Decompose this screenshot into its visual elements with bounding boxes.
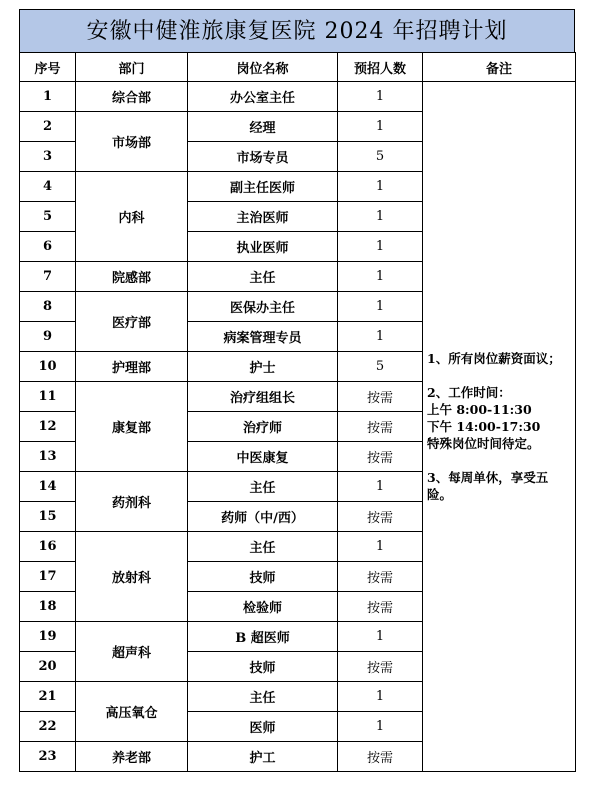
count-cell: 1 <box>338 622 423 652</box>
count-cell: 按需 <box>338 412 423 442</box>
count-cell: 按需 <box>338 742 423 772</box>
position-cell: 副主任医师 <box>188 172 338 202</box>
header-count: 预招人数 <box>338 53 423 82</box>
seq-cell: 23 <box>20 742 76 772</box>
note-hours-special: 特殊岗位时间待定。 <box>427 436 540 451</box>
position-cell: 药师（中/西） <box>188 502 338 532</box>
position-cell: 主任 <box>188 682 338 712</box>
dept-cell: 综合部 <box>76 82 188 112</box>
recruitment-table <box>19 52 576 772</box>
dept-cell: 院感部 <box>76 262 188 292</box>
count-cell: 5 <box>338 352 423 382</box>
position-cell: 主任 <box>188 262 338 292</box>
position-cell: 护士 <box>188 352 338 382</box>
count-cell: 1 <box>338 172 423 202</box>
count-cell: 1 <box>338 202 423 232</box>
count-cell: 按需 <box>338 382 423 412</box>
dept-cell: 养老部 <box>76 742 188 772</box>
count-cell: 1 <box>338 292 423 322</box>
count-cell: 1 <box>338 112 423 142</box>
dept-cell: 高压氧仓 <box>76 682 188 742</box>
seq-cell: 3 <box>20 142 76 172</box>
count-cell: 1 <box>338 472 423 502</box>
dept-cell: 超声科 <box>76 622 188 682</box>
position-cell: 技师 <box>188 652 338 682</box>
count-cell: 1 <box>338 82 423 112</box>
table-row <box>20 82 576 112</box>
seq-cell: 17 <box>20 562 76 592</box>
position-cell: 病案管理专员 <box>188 322 338 352</box>
seq-cell: 4 <box>20 172 76 202</box>
seq-cell: 7 <box>20 262 76 292</box>
seq-cell: 20 <box>20 652 76 682</box>
note-hours-afternoon: 下午 14:00-17:30 <box>427 419 541 434</box>
count-cell: 按需 <box>338 652 423 682</box>
recruitment-sheet <box>19 9 575 772</box>
position-cell: 执业医师 <box>188 232 338 262</box>
position-cell: 市场专员 <box>188 142 338 172</box>
seq-cell: 18 <box>20 592 76 622</box>
position-cell: 技师 <box>188 562 338 592</box>
dept-cell: 医疗部 <box>76 292 188 352</box>
note-cell <box>423 82 576 772</box>
dept-cell: 药剂科 <box>76 472 188 532</box>
dept-cell: 内科 <box>76 172 188 262</box>
seq-cell: 19 <box>20 622 76 652</box>
seq-cell: 6 <box>20 232 76 262</box>
dept-cell: 康复部 <box>76 382 188 472</box>
position-cell: 主治医师 <box>188 202 338 232</box>
count-cell: 1 <box>338 682 423 712</box>
seq-cell: 11 <box>20 382 76 412</box>
page-title: 安徽中健淮旅康复医院 2024 年招聘计划 <box>19 9 575 52</box>
note-hours-morning: 上午 8:00-11:30 <box>427 402 532 417</box>
count-cell: 1 <box>338 262 423 292</box>
seq-cell: 21 <box>20 682 76 712</box>
seq-cell: 5 <box>20 202 76 232</box>
seq-cell: 15 <box>20 502 76 532</box>
dept-cell: 市场部 <box>76 112 188 172</box>
position-cell: 办公室主任 <box>188 82 338 112</box>
dept-cell: 放射科 <box>76 532 188 622</box>
position-cell: 医师 <box>188 712 338 742</box>
note-salary: 1、所有岗位薪资面议； <box>427 351 561 366</box>
seq-cell: 12 <box>20 412 76 442</box>
table-header-row <box>20 53 576 82</box>
seq-cell: 1 <box>20 82 76 112</box>
position-cell: 经理 <box>188 112 338 142</box>
position-cell: 中医康复 <box>188 442 338 472</box>
seq-cell: 13 <box>20 442 76 472</box>
position-cell: 医保办主任 <box>188 292 338 322</box>
count-cell: 按需 <box>338 502 423 532</box>
header-note: 备注 <box>423 53 576 82</box>
position-cell: 主任 <box>188 472 338 502</box>
count-cell: 5 <box>338 142 423 172</box>
note-benefits: 3、每周单休，享受五险。 <box>427 470 549 502</box>
seq-cell: 9 <box>20 322 76 352</box>
position-cell: 治疗组组长 <box>188 382 338 412</box>
dept-cell: 护理部 <box>76 352 188 382</box>
position-cell: B 超医师 <box>188 622 338 652</box>
position-cell: 主任 <box>188 532 338 562</box>
position-cell: 护工 <box>188 742 338 772</box>
position-cell: 治疗师 <box>188 412 338 442</box>
seq-cell: 16 <box>20 532 76 562</box>
seq-cell: 10 <box>20 352 76 382</box>
seq-cell: 8 <box>20 292 76 322</box>
note-hours-title: 2、工作时间： <box>427 385 511 400</box>
header-dept: 部门 <box>76 53 188 82</box>
count-cell: 按需 <box>338 442 423 472</box>
count-cell: 1 <box>338 532 423 562</box>
header-seq: 序号 <box>20 53 76 82</box>
count-cell: 1 <box>338 322 423 352</box>
seq-cell: 2 <box>20 112 76 142</box>
position-cell: 检验师 <box>188 592 338 622</box>
seq-cell: 22 <box>20 712 76 742</box>
header-position: 岗位名称 <box>188 53 338 82</box>
count-cell: 1 <box>338 712 423 742</box>
seq-cell: 14 <box>20 472 76 502</box>
count-cell: 按需 <box>338 562 423 592</box>
count-cell: 1 <box>338 232 423 262</box>
count-cell: 按需 <box>338 592 423 622</box>
